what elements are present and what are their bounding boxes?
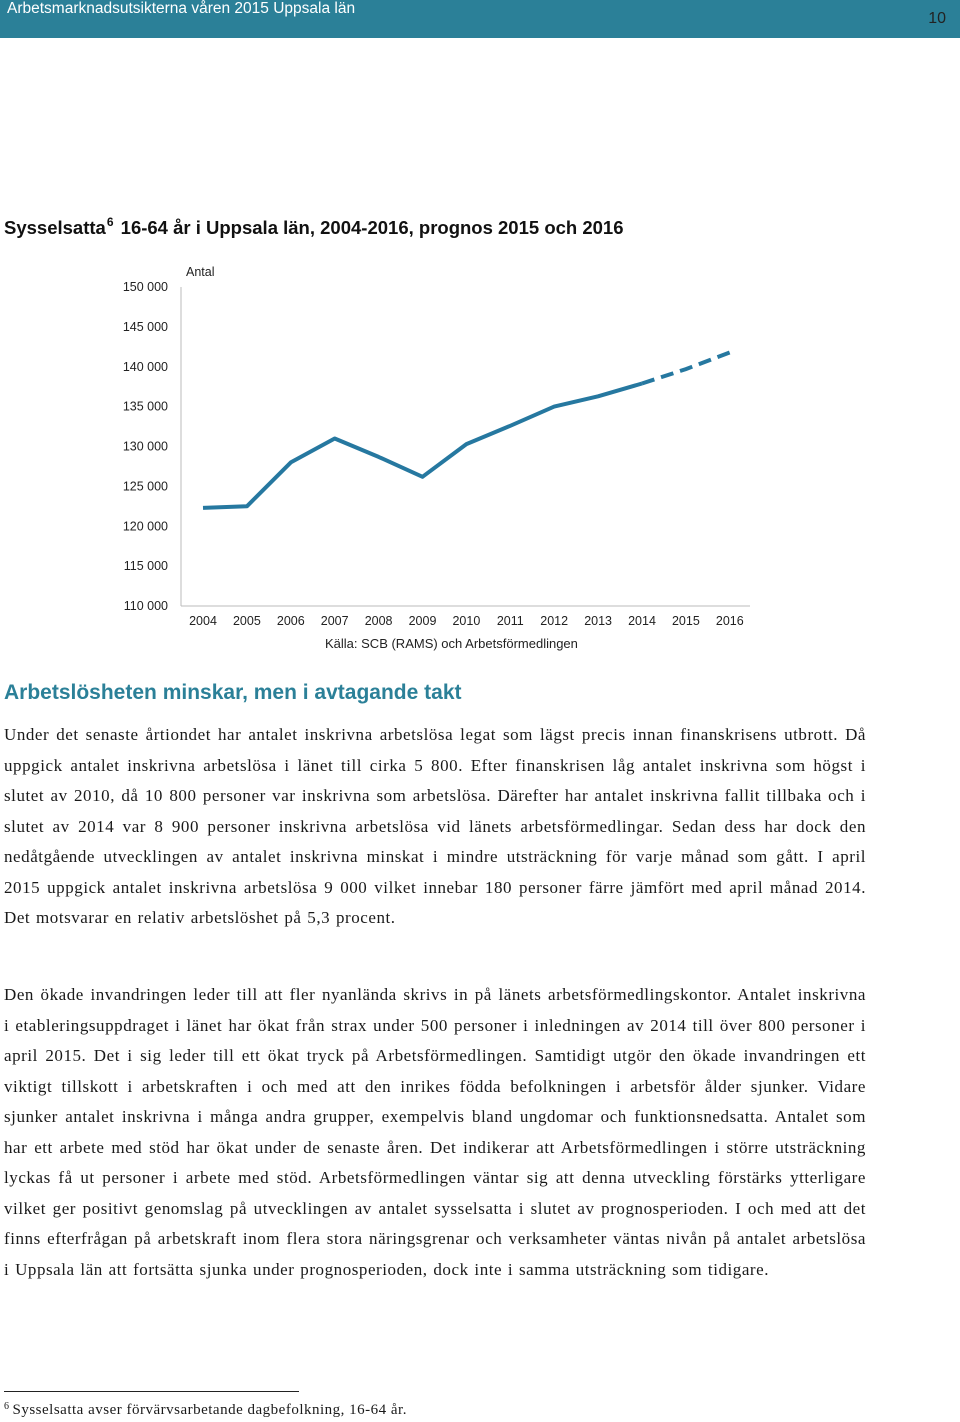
y-axis-label: Antal [186,265,215,279]
body-paragraph-1: Under det senaste årtiondet har antalet inskrivna arbetslösa legat som lägst precis innan finanskrisens utbrott. Då uppgick antalet inskrivna arbetslösa i länet till cirka 5 800. Efter finanskrisen låg antalet inskrivna som högst i slutet av 2010, då 10 800 personer var inskrivna som arbetslösa. Därefter har antalet inskrivna fallit tillbaka och i slutet av 2014 var 8 900 personer inskrivna arbetslösa vid länets arbetsförmedlingar. Sedan dess har dock den nedåtgående utvecklingen av antalet inskrivna minskat i mindre utsträckning för varje månad som gått. I april 2015 uppgick antalet inskrivna arbetslösa 9 000 vilket innebar 180 personer färre jämfört med april månad 2014. Det motsvarar en relativ arbetslöshet på 5,3 procent. [4,725,866,927]
x-tick-label: 2012 [540,614,569,628]
y-tick-label: 130 000 [122,439,168,454]
y-tick-label: 110 000 [123,599,168,613]
y-tick-label: 135 000 [122,399,168,414]
y-tick-label: 145 000 [122,319,168,334]
y-tick-labels [123,280,168,613]
y-tick-label: 120 000 [122,519,168,534]
y-tick-label: 115 000 [123,559,168,574]
series-line-forecast [642,352,730,383]
x-tick-label: 2009 [408,614,437,628]
chart-source: Källa: SCB (RAMS) och Arbetsförmedlingen [325,636,578,651]
x-tick-label: 2016 [715,614,744,628]
footnote [4,1401,407,1419]
x-tick-label: 2004 [189,614,217,628]
x-tick-label: 2014 [628,614,656,628]
x-tick-label: 2006 [276,614,305,628]
footnote-marker: 6 [4,1401,10,1412]
header-title: Arbetsmarknadsutsikterna våren 2015 Uppsala län [7,0,356,17]
body-paragraph-2: Den ökade invandringen leder till att fler nyanlända skrivs in på länets arbetsförmedlingskontor. Antalet inskrivna i etableringsuppdraget i länet har ökat från strax under 500 personer i inledningen av 2014 till över 800 personer i april 2015. Det i sig leder till ett ökat tryck på Arbetsförmedlingen. Samtidigt utgör den ökade invandringen ett viktigt tillskott i arbetskraften i och med att den inrikes födda befolkningen i arbetsför ålder sjunker. Vidare sjunker antalet inskrivna i många andra grupper, exempelvis bland ungdomar och funktionsnedsatta. Antalet som har ett arbete med stöd har ökat under de senaste åren. Det indikerar att Arbetsförmedlingen i större utsträckning lyckas få ut personer i arbete med stöd. Arbetsförmedlingen väntar sig att denna utveckling förstärks ytterligare vilket ger positivt genomslag på utvecklingen av antalet sysselsatta i slutet av prognosperioden. I och med att det finns efterfrågan på arbetskraft inom flera stora näringsgrenar och verksamheter väntas nivån på antalet arbetslösa i Uppsala län att fortsätta sjunka under prognosperioden, dock inte i samma utsträckning som tidigare. [4,985,866,1279]
series-line-actual [203,384,642,508]
footnote-reference: 6 [106,215,114,229]
y-tick-label: 140 000 [122,359,168,374]
footnote-text: Sysselsatta avser förvärvsarbetande dagbefolkning, 16-64 år. [12,1402,407,1418]
figure-title [4,215,624,239]
y-tick-label: 150 000 [122,280,168,294]
employment-line-chart [0,250,960,630]
x-tick-label: 2008 [364,614,393,628]
x-tick-label: 2015 [671,614,700,628]
figure-title-end: 16-64 år i Uppsala län, 2004-2016, prognos 2015 och 2016 [120,217,624,238]
x-tick-labels [189,614,744,628]
x-tick-label: 2011 [496,614,524,628]
footnote-divider [4,1391,299,1392]
x-tick-label: 2010 [452,614,481,628]
section-heading: Arbetslösheten minskar, men i avtagande takt [4,681,462,704]
figure-title-start: Sysselsatta [4,217,106,238]
page-header [0,0,960,38]
x-tick-label: 2013 [584,614,613,628]
x-tick-label: 2007 [320,614,349,628]
x-tick-label: 2005 [232,614,261,628]
series-lines [203,352,730,508]
y-tick-label: 125 000 [122,479,168,494]
page-number: 10 [928,10,946,27]
